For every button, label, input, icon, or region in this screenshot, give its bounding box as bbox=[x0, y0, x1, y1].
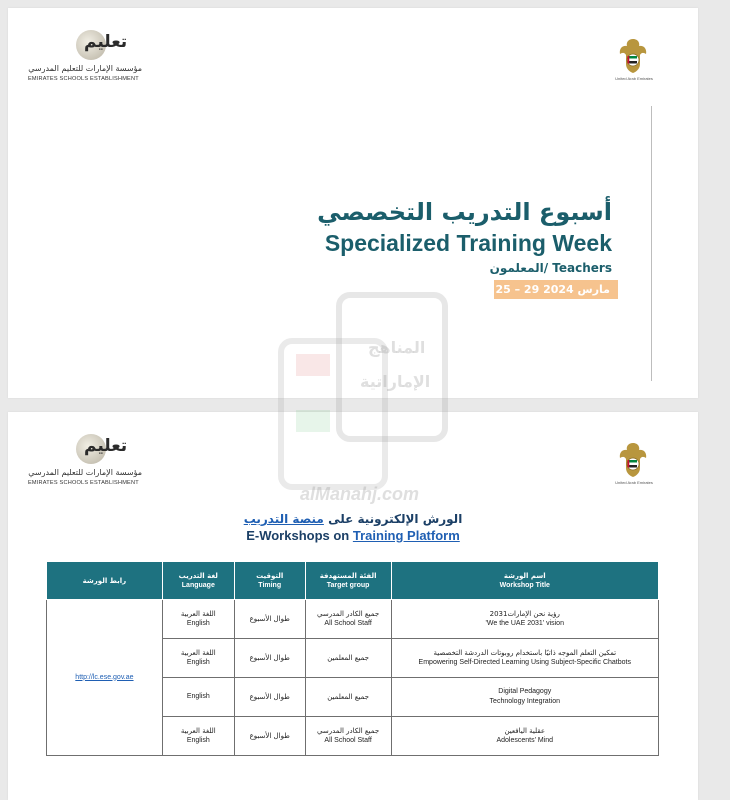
target-group-cell: جميع الكادر المدرسي All School Staff bbox=[305, 717, 391, 756]
workshop-title-cell: تمكين التعلم الموجه ذاتيًا باستخدام روبوتات الدردشة التخصصية Empowering Self-Directed Learning Using Subject-Specific Chatbots bbox=[391, 639, 658, 678]
header-target-group: الفئة المستهدفة Target group bbox=[305, 562, 391, 600]
header-workshop-title: اسم الورشة Workshop Title bbox=[391, 562, 658, 600]
timing-cell: طوال الأسبوع bbox=[234, 639, 305, 678]
ese-logo-mark: تعليم bbox=[84, 32, 128, 52]
ese-logo-arabic-name: مؤسسة الإمارات للتعليم المدرسي bbox=[28, 64, 142, 73]
workshops-table bbox=[46, 561, 659, 756]
header-link: رابط الورشة bbox=[47, 562, 163, 600]
workshops-heading-english bbox=[8, 528, 698, 543]
target-group-cell: جميع الكادر المدرسي All School Staff bbox=[305, 600, 391, 639]
date-banner: 25 – 29 مارس 2024 bbox=[494, 280, 618, 299]
ese-logo-english-name: EMIRATES SCHOOLS ESTABLISHMENT bbox=[28, 76, 139, 82]
table-row bbox=[47, 600, 659, 639]
language-cell: اللغة العربية English bbox=[162, 600, 234, 639]
table-header-row bbox=[47, 562, 659, 600]
watermark-frame-inner bbox=[278, 338, 388, 490]
uae-emblem-caption: United Arab Emirates bbox=[615, 76, 653, 81]
workshop-title-cell: Digital Pedagogy Technology Integration bbox=[391, 678, 658, 717]
ese-logo-mark: تعليم bbox=[84, 436, 128, 456]
workshops-heading-arabic bbox=[8, 512, 698, 526]
watermark-arabic-2: الإماراتية bbox=[360, 372, 431, 391]
slide-title-english: Specialized Training Week bbox=[324, 230, 612, 256]
watermark-flag-red bbox=[296, 354, 330, 376]
header-timing: التوقيت Timing bbox=[234, 562, 305, 600]
target-group-cell: جميع المعلمين bbox=[305, 639, 391, 678]
uae-emblem-icon bbox=[615, 36, 653, 82]
ese-logo-arabic-name: مؤسسة الإمارات للتعليم المدرسي bbox=[28, 468, 142, 477]
language-cell: English bbox=[162, 678, 234, 717]
watermark-arabic-1: المناهج bbox=[368, 338, 426, 357]
ese-logo bbox=[28, 432, 148, 492]
target-group-cell: جميع المعلمين bbox=[305, 678, 391, 717]
timing-cell: طوال الأسبوع bbox=[234, 600, 305, 639]
language-cell: اللغة العربية English bbox=[162, 639, 234, 678]
workshop-link-cell[interactable] bbox=[47, 600, 163, 756]
training-platform-link-en[interactable]: Training Platform bbox=[352, 528, 460, 543]
uae-emblem-caption: United Arab Emirates bbox=[615, 480, 653, 485]
timing-cell: طوال الأسبوع bbox=[234, 717, 305, 756]
watermark-flag-green bbox=[296, 410, 330, 432]
slide-title-arabic: أسبوع التدريب التخصصي bbox=[317, 198, 612, 226]
divider-line bbox=[651, 106, 652, 381]
workshop-title-cell: عقلية اليافعين Adolescents' Mind bbox=[391, 717, 658, 756]
watermark-english: alManahj.com bbox=[300, 484, 420, 504]
audience-label: المعلمون/ Teachers bbox=[489, 261, 612, 275]
language-cell: اللغة العربية English bbox=[162, 717, 234, 756]
timing-cell: طوال الأسبوع bbox=[234, 678, 305, 717]
ese-logo bbox=[28, 28, 148, 88]
heading-en-prefix: E-Workshops on bbox=[246, 528, 350, 543]
workshop-link[interactable]: http://lc.ese.gov.ae bbox=[75, 673, 134, 681]
header-language: لغة التدريب Language bbox=[162, 562, 234, 600]
ese-logo-english-name: EMIRATES SCHOOLS ESTABLISHMENT bbox=[28, 480, 139, 486]
heading-ar-prefix: الورش الإلكترونية على bbox=[328, 512, 463, 526]
workshop-title-cell: رؤية نحن الإمارات2031 'We the UAE 2031' vision bbox=[391, 600, 658, 639]
uae-emblem-icon bbox=[615, 440, 653, 486]
training-platform-link-ar[interactable]: منصة التدريب bbox=[243, 512, 324, 526]
